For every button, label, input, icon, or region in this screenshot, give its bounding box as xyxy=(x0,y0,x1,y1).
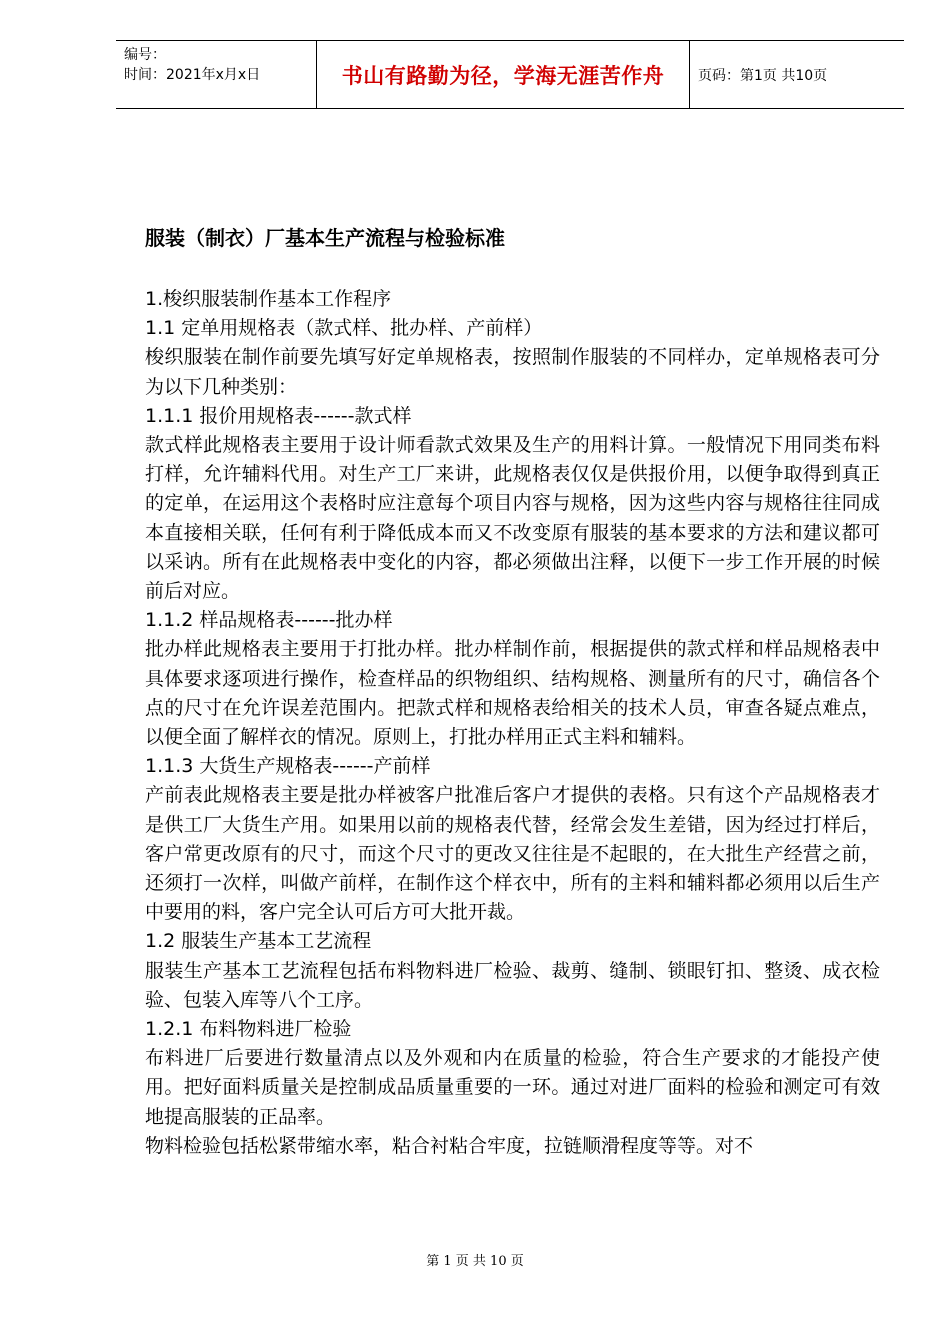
motto-text: 书山有路勤为径，学海无涯苦作舟 xyxy=(341,62,665,88)
section-heading: 1.1.2 样品规格表------批办样 xyxy=(145,609,393,632)
serial-label: 编号： xyxy=(124,47,166,63)
section-heading: 1.1 定单用规格表（款式样、批办样、产前样） xyxy=(145,317,543,340)
document-title: 服装（制衣）厂基本生产流程与检验标准 xyxy=(145,226,505,250)
header-table xyxy=(116,40,904,109)
body-paragraph: 布料进厂后要进行数量清点以及外观和内在质量的检验，符合生产要求的才能投产使用。把好面料质量关是控制成品质量重要的一环。通过对进厂面料的检验和测定可有效地提高服装的正品率。 xyxy=(145,1047,880,1128)
section-heading: 1.梭织服装制作基本工作程序 xyxy=(145,288,392,310)
header-page-cell xyxy=(690,41,904,108)
body-paragraph: 款式样此规格表主要用于设计师看款式效果及生产的用料计算。一般情况下用同类布料打样，允许辅料代用。对生产工厂来讲，此规格表仅仅是供报价用，以便争取得到真正的定单，在运用这个表格时应注意每个项目内容与规格，因为这些内容与规格往往同成本直接相关联，任何有利于降低成本而又不改变原有服装的基本要求的方法和建议都可以采讷。所有在此规格表中变化的内容，都必须做出注释，以便下一步工作开展的时候前后对应。 xyxy=(145,434,880,603)
document-content xyxy=(145,222,880,1161)
body-paragraph: 梭织服装在制作前要先填写好定单规格表，按照制作服装的不同样办，定单规格表可分为以下几种类别： xyxy=(145,346,880,398)
header-motto-cell xyxy=(317,41,690,108)
document-body xyxy=(145,285,880,1161)
body-paragraph: 批办样此规格表主要用于打批办样。批办样制作前，根据提供的款式样和样品规格表中具体要求逐项进行操作，检查样品的织物组织、结构规格、测量所有的尺寸，确信各个点的尺寸在允许误差范围内。把款式样和规格表给相关的技术人员，审查各疑点难点，以便全面了解样衣的情况。原则上，打批办样用正式主料和辅料。 xyxy=(145,638,880,749)
body-paragraph: 服装生产基本工艺流程包括布料物料进厂检验、裁剪、缝制、锁眼钉扣、整烫、成衣检验、包装入库等八个工序。 xyxy=(145,959,880,1011)
page-label: 页码：第1页 共10页 xyxy=(698,67,828,84)
section-heading: 1.1.1 报价用规格表------款式样 xyxy=(145,404,412,427)
body-paragraph: 产前表此规格表主要是批办样被客户批准后客户才提供的表格。只有这个产品规格表才是供工厂大货生产用。如果用以前的规格表代替，经常会发生差错，因为经过打样后，客户常更改原有的尺寸，而这个尺寸的更改又往往是不起眼的，在大批生产经营之前，还须打一次样，叫做产前样，在制作这个样衣中，所有的主料和辅料都必须用以后生产中要用的料，客户完全认可后方可大批开裁。 xyxy=(145,784,880,924)
section-heading: 1.2 服装生产基本工艺流程 xyxy=(145,930,372,953)
section-heading: 1.1.3 大货生产规格表------产前样 xyxy=(145,755,431,778)
section-heading: 1.2.1 布料物料进厂检验 xyxy=(145,1018,352,1041)
body-paragraph: 物料检验包括松紧带缩水率，粘合衬粘合牢度，拉链顺滑程度等等。对不 xyxy=(145,1134,754,1157)
date-label: 时间：2021年x月x日 xyxy=(124,67,261,83)
header-meta-cell xyxy=(116,41,317,108)
page-footer: 第 1 页 共 10 页 xyxy=(426,1254,524,1269)
